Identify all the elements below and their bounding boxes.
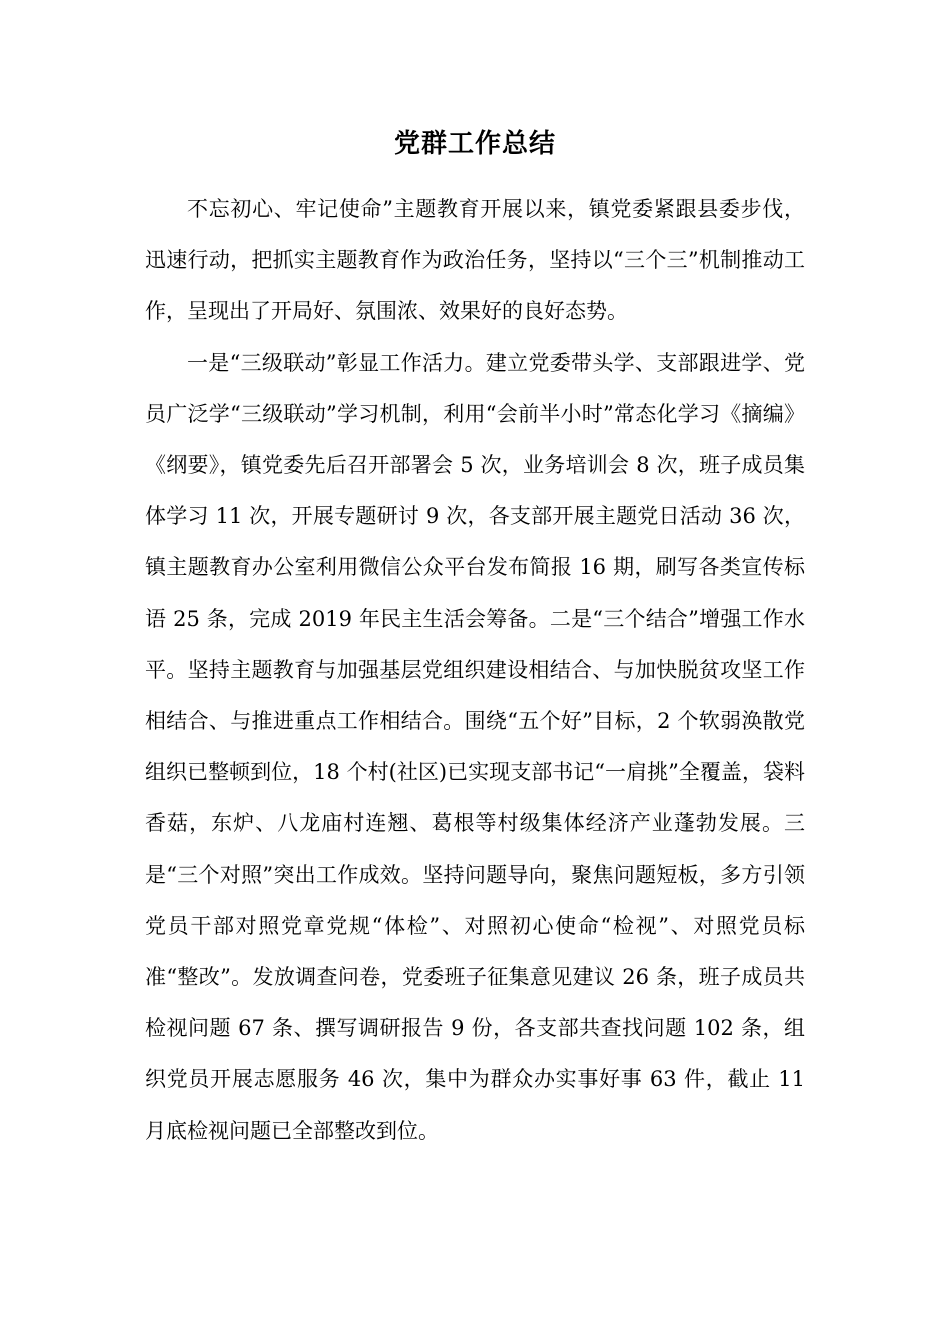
paragraph-intro: 不忘初心、牢记使命”主题教育开展以来，镇党委紧跟县委步伐，迅速行动，把抓实主题教育作为政治任务，坚持以“三个三”机制推动工作，呈现出了开局好、氛围浓、效果好的良好态势。 [145,197,805,324]
document-body [145,184,805,1157]
document-title: 党群工作总结 [393,129,556,159]
paragraph-main: 一是“三级联动”彰显工作活力。建立党委带头学、支部跟进学、党员广泛学“三级联动”学习机制，利用“会前半小时”常态化学习《摘编》《纲要》，镇党委先后召开部署会 5 次，业务培训会 8 次，班子成员集体学习 11 次，开展专题研讨 9 次，各支部开展主题党日活动 36 次，镇主题教育办公室利用微信公众平台发布简报 16 期，刷写各类宣传标语 25 条，完成 2019 年民主生活会筹备。二是“三个结合”增强工作水平。坚持主题教育与加强基层党组织建设相结合、与加快脱贫攻坚工作相结合、与推进重点工作相结合。围绕“五个好”目标，2 个软弱涣散党组织已整顿到位，18 个村(社区)已实现支部书记“一肩挑”全覆盖，袋料香菇，东炉、八龙庙村连翘、葛根等村级集体经济产业蓬勃发展。三是“三个对照”突出工作成效。坚持问题导向，聚焦问题短板，多方引领党员干部对照党章党规“体检”、对照初心使命“检视”、对照党员标准“整改”。发放调查问卷，党委班子征集意见建议 26 条，班子成员共检视问题 67 条、撰写调研报告 9 份，各支部共查找问题 102 条，组织党员开展志愿服务 46 次，集中为群众办实事好事 63 件，截止 11 月底检视问题已全部整改到位。 [145,350,805,1143]
